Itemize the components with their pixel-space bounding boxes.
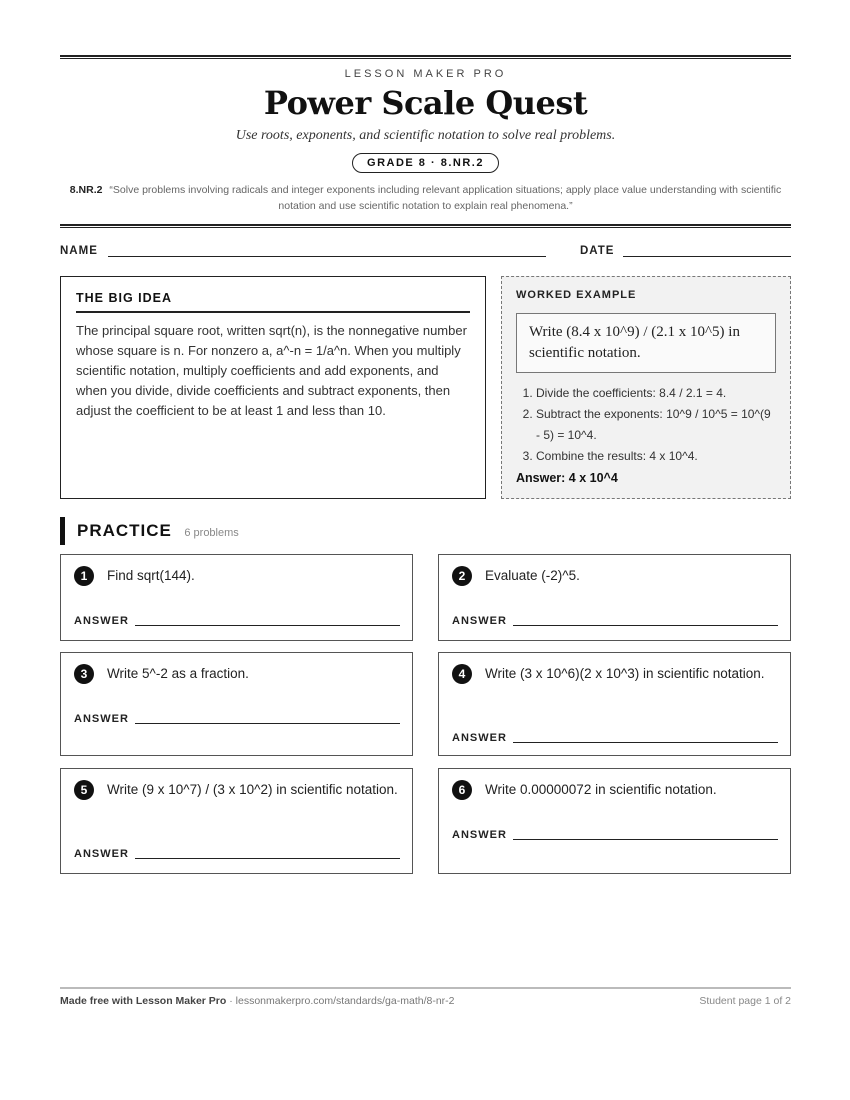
problem-card-5: [60, 768, 413, 874]
answer-field[interactable]: [513, 742, 778, 743]
problem-text: Evaluate (-2)^5.: [485, 568, 580, 583]
footer-url[interactable]: lessonmakerpro.com/standards/ga-math/8-nr-2: [235, 995, 455, 1007]
problem-number-badge: 2: [452, 566, 472, 586]
practice-title: PRACTICE: [77, 521, 172, 540]
problem-card-4: [438, 652, 791, 756]
answer-label: ANSWER: [74, 713, 129, 725]
answer-label: ANSWER: [452, 732, 507, 744]
worked-example-problem: Write (8.4 x 10^9) / (2.1 x 10^5) in scientific notation.: [516, 313, 776, 373]
worked-example-steps: [516, 383, 776, 467]
standard-text: “Solve problems involving radicals and integer exponents including relevant application situations; apply place value understanding with scientific notation and use scientific notation to explain real phenomena.”: [109, 184, 782, 212]
problem-text: Write (9 x 10^7) / (3 x 10^2) in scientific notation.: [107, 782, 398, 797]
answer-field[interactable]: [135, 858, 400, 859]
worked-example-step: 1. Divide the coefficients: 8.4 / 2.1 = 4.: [536, 383, 776, 404]
worksheet-page: [60, 0, 791, 1100]
big-idea-heading: THE BIG IDEA: [76, 291, 470, 313]
answer-label: ANSWER: [452, 615, 507, 627]
worked-example-answer: Answer: 4 x 10^4: [516, 471, 618, 485]
footer-made-with: Made free with Lesson Maker Pro: [60, 995, 227, 1007]
footer-rule: [60, 987, 791, 989]
practice-section-header: [60, 517, 239, 545]
problem-card-3: [60, 652, 413, 756]
problem-number-badge: 5: [74, 780, 94, 800]
grade-badge-wrap: [60, 153, 791, 173]
answer-field[interactable]: [513, 839, 778, 840]
name-date-row: [60, 245, 791, 261]
problem-text: Write 5^-2 as a fraction.: [107, 666, 249, 681]
name-label: NAME: [60, 245, 98, 257]
brand-name: LESSON MAKER PRO: [344, 68, 507, 80]
answer-field[interactable]: [135, 723, 400, 724]
answer-label: ANSWER: [74, 848, 129, 860]
date-field[interactable]: [623, 256, 791, 257]
problem-number-badge: 6: [452, 780, 472, 800]
header-top-rule: [60, 55, 791, 59]
problem-card-2: [438, 554, 791, 641]
page-subtitle: Use roots, exponents, and scientific notation to solve real problems.: [235, 128, 616, 143]
answer-label: ANSWER: [74, 615, 129, 627]
answer-field[interactable]: [135, 625, 400, 626]
footer-separator: ·: [226, 995, 236, 1007]
worked-example-step: 3. Combine the results: 4 x 10^4.: [536, 446, 776, 467]
name-field[interactable]: [108, 256, 546, 257]
footer-page-number: Student page 1 of 2: [699, 995, 791, 1007]
problem-text: Write (3 x 10^6)(2 x 10^3) in scientific notation.: [485, 666, 765, 681]
header-bottom-rule: [60, 224, 791, 228]
practice-count: 6 problems: [184, 527, 239, 539]
footer-credit: [60, 995, 455, 1007]
worked-example-box: [501, 276, 791, 499]
problem-number-badge: 3: [74, 664, 94, 684]
big-idea-text: The principal square root, written sqrt(n), is the nonnegative number whose square is n. For nonzero a, a^-n = 1/a^n. When you multiply scientific notation, multiply coefficients and add exponents, and when you divide, divide coefficients and subtract exponents, then adjust the coefficient to be at least 1 and less than 10.: [76, 323, 467, 418]
standard-description: [60, 182, 791, 214]
date-label: DATE: [580, 245, 615, 257]
problem-number-badge: 4: [452, 664, 472, 684]
grade-badge: GRADE 8 · 8.NR.2: [352, 153, 499, 173]
problem-text: Write 0.00000072 in scientific notation.: [485, 782, 717, 797]
answer-field[interactable]: [513, 625, 778, 626]
problem-card-1: [60, 554, 413, 641]
big-idea-box: [60, 276, 486, 499]
problem-card-6: [438, 768, 791, 874]
worked-example-step: 2. Subtract the exponents: 10^9 / 10^5 = 10^(9 - 5) = 10^4.: [536, 404, 776, 446]
worked-example-heading: WORKED EXAMPLE: [516, 289, 637, 301]
problem-text: Find sqrt(144).: [107, 568, 195, 583]
standard-code: 8.NR.2: [69, 184, 103, 196]
answer-label: ANSWER: [452, 829, 507, 841]
problem-number-badge: 1: [74, 566, 94, 586]
page-title: Power Scale Quest: [263, 84, 588, 122]
